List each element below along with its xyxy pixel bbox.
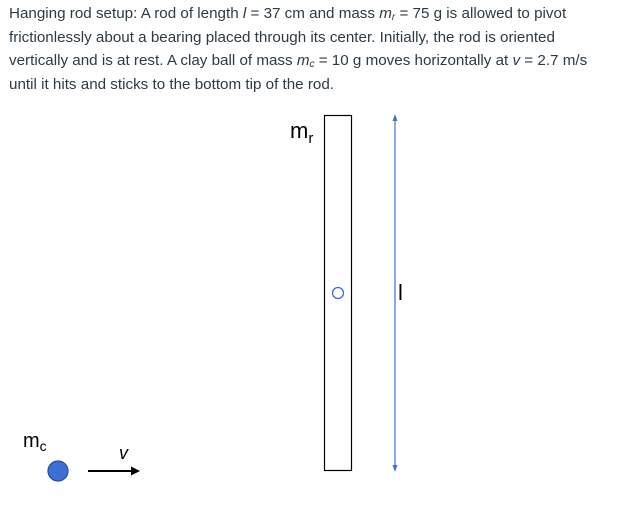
velocity-arrowhead — [131, 467, 140, 476]
problem-text-part2: = 37 cm and mass — [246, 5, 380, 22]
clay-mass-subscript: c — [309, 59, 315, 70]
length-dimension-top-arrowhead — [393, 114, 398, 121]
rod-mass-label-main: m — [290, 118, 309, 143]
length-label: l — [398, 280, 403, 305]
rod-mass-subscript: r — [391, 12, 396, 23]
pivot-bearing — [333, 288, 344, 299]
clay-mass-label-main: m — [23, 430, 40, 452]
clay-mass-label — [23, 430, 47, 453]
length-variable: l — [242, 5, 247, 22]
velocity-label: v — [119, 443, 128, 463]
problem-text-part1: Hanging rod setup: A rod of length — [9, 5, 243, 22]
velocity-variable: v — [512, 52, 521, 69]
problem-text-part5: = 2.7 m/s until it hits and sticks to the bottom tip of the rod. — [9, 52, 588, 93]
rod-mass-variable: m — [379, 5, 392, 22]
clay-ball — [48, 461, 68, 481]
clay-mass-label-subscript: c — [39, 438, 47, 454]
rod-mass-label — [290, 118, 314, 147]
problem-text-part4: = 10 g moves horizontally at — [314, 52, 513, 69]
problem-text-part3: = 75 g is allowed to pivot frictionlessly about a bearing placed through its center. Initially, the rod is oriented vertically and is at rest. A clay ball of mass — [9, 5, 567, 69]
length-dimension-bottom-arrowhead — [393, 465, 398, 472]
rod-mass-label-subscript: r — [308, 130, 314, 147]
clay-mass-variable: m — [296, 52, 310, 69]
